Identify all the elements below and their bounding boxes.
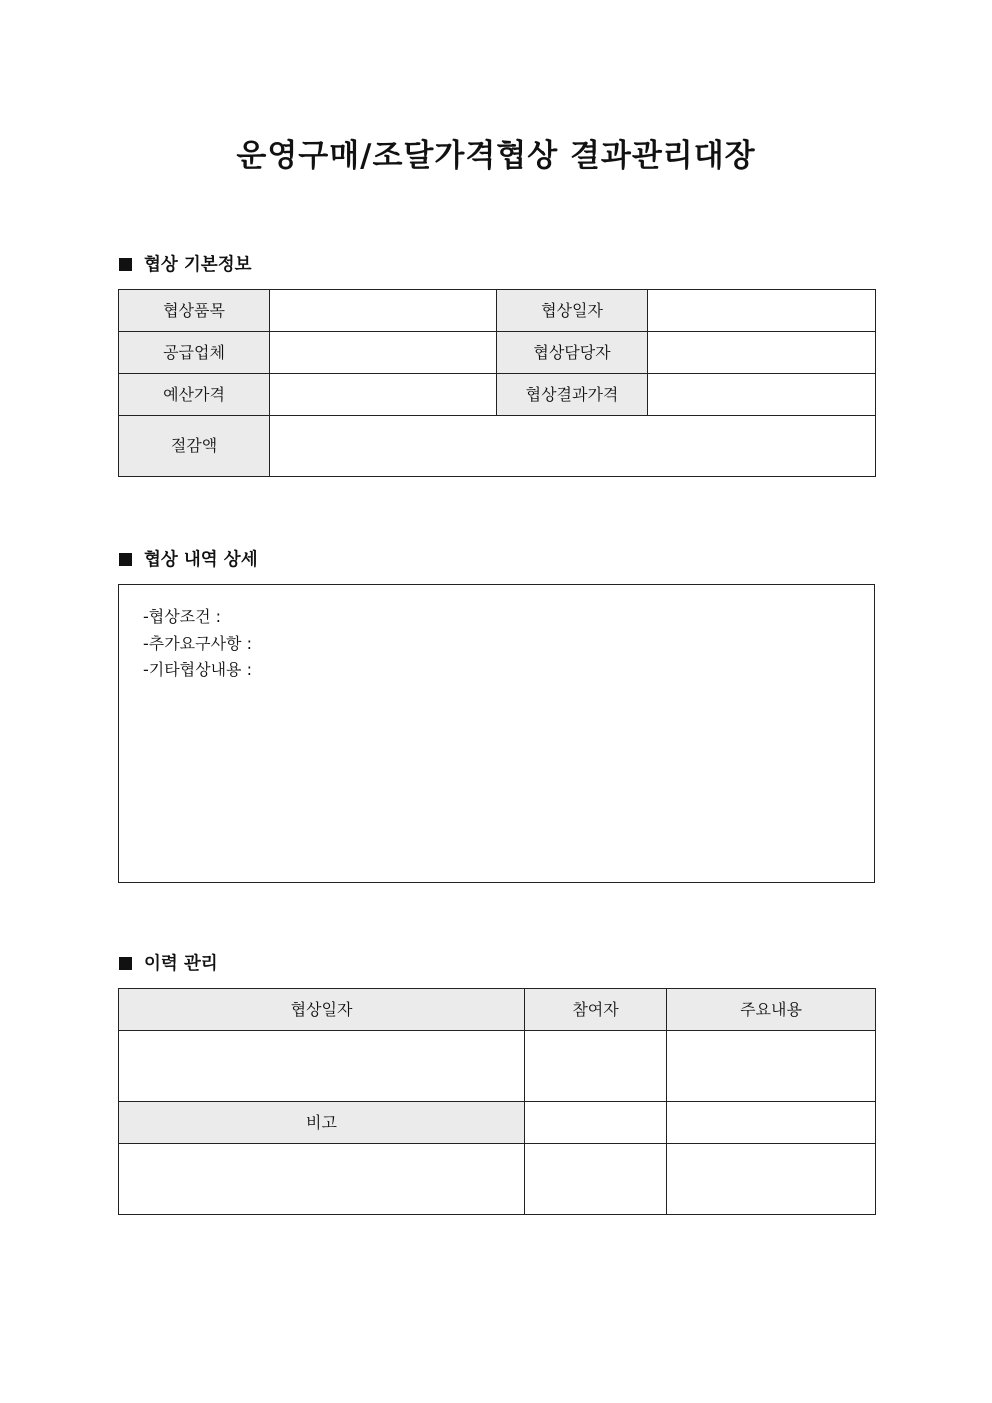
value-result-price-cell[interactable] — [648, 374, 876, 416]
table-row — [119, 332, 876, 374]
value-supplier-cell[interactable] — [270, 332, 497, 374]
column-header-participants: 참여자 — [525, 989, 667, 1031]
table-row — [119, 1144, 876, 1215]
square-bullet-icon — [119, 553, 132, 566]
table-row — [119, 290, 876, 332]
detail-line-other: -기타협상내용 : — [143, 660, 252, 679]
remarks-extra-cell-2[interactable] — [667, 1144, 876, 1215]
detail-line-conditions: -협상조건 : — [143, 607, 222, 626]
section-heading-label: 협상 내역 상세 — [144, 550, 258, 570]
section-heading-label: 협상 기본정보 — [144, 255, 252, 275]
label-savings: 절감액 — [119, 416, 270, 477]
remarks-extra-cell-1[interactable] — [525, 1144, 667, 1215]
column-header-main-content: 주요내용 — [667, 989, 876, 1031]
history-content-cell[interactable] — [667, 1031, 876, 1102]
history-date-cell[interactable] — [119, 1031, 525, 1102]
label-result-price: 협상결과가격 — [497, 374, 648, 416]
label-supplier: 공급업체 — [119, 332, 270, 374]
detail-line-additional-requests: -추가요구사항 : — [143, 633, 252, 653]
label-remarks: 비고 — [119, 1102, 525, 1144]
value-item-cell[interactable] — [270, 290, 497, 332]
history-table — [118, 988, 876, 1215]
remarks-participants-cell[interactable] — [525, 1102, 667, 1144]
remarks-content-cell[interactable] — [667, 1102, 876, 1144]
label-budget-price: 예산가격 — [119, 374, 270, 416]
details-box[interactable] — [118, 584, 875, 883]
column-header-date: 협상일자 — [119, 989, 525, 1031]
table-row — [119, 416, 876, 477]
section-heading-label: 이력 관리 — [144, 954, 218, 974]
section-heading-basic-info — [119, 253, 252, 277]
value-manager-cell[interactable] — [648, 332, 876, 374]
table-header-row — [119, 989, 876, 1031]
value-date-cell[interactable] — [648, 290, 876, 332]
label-date: 협상일자 — [497, 290, 648, 332]
label-item: 협상품목 — [119, 290, 270, 332]
value-savings-cell[interactable] — [270, 416, 876, 477]
document-title: 운영구매/조달가격협상 결과관리대장 — [236, 138, 756, 174]
square-bullet-icon — [119, 258, 132, 271]
basic-info-table — [118, 289, 876, 477]
value-budget-price-cell[interactable] — [270, 374, 497, 416]
history-participants-cell[interactable] — [525, 1031, 667, 1102]
section-heading-history — [119, 952, 218, 976]
details-lines — [143, 604, 252, 684]
label-manager: 협상담당자 — [497, 332, 648, 374]
table-row — [119, 1031, 876, 1102]
table-row — [119, 1102, 876, 1144]
section-heading-details — [119, 548, 258, 572]
table-row — [119, 374, 876, 416]
remarks-value-cell[interactable] — [119, 1144, 525, 1215]
square-bullet-icon — [119, 957, 132, 970]
